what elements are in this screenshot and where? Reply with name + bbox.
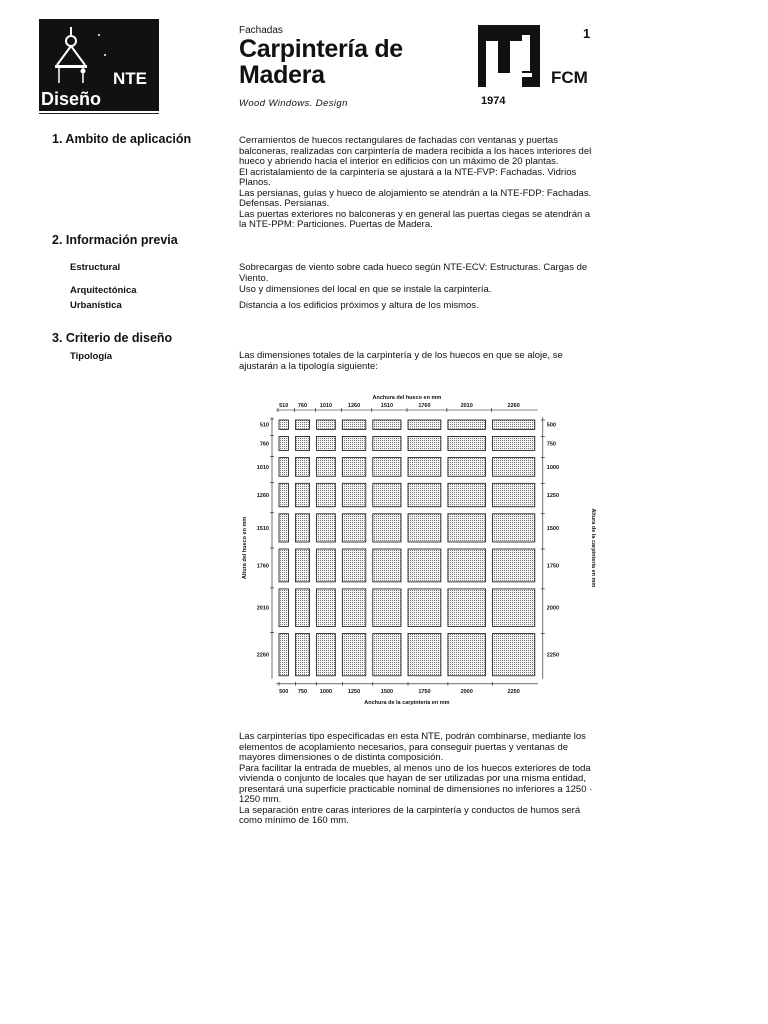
window-cell [317, 420, 336, 429]
window-cell [342, 514, 366, 542]
window-cell [373, 549, 401, 582]
top-width-label: 2260 [507, 403, 520, 409]
window-cell [317, 483, 336, 507]
text-arquitectonica: Uso y dimensiones del local en que se instale la carpintería. [239, 284, 492, 295]
window-cell [448, 549, 486, 582]
window-cell [342, 589, 366, 627]
text-tipologia: Las dimensiones totales de la carpintería y de los huecos en que se aloje, se ajustarán a la tipología siguiente: [239, 350, 563, 372]
section-heading-informacion: 2. Información previa [52, 233, 178, 247]
window-cell [493, 589, 535, 627]
window-cell [373, 436, 401, 450]
bottom-width-label: 1000 [319, 688, 333, 695]
nte-logo [39, 19, 159, 111]
logo-brand: NTE [113, 69, 147, 88]
page-number: 1 [583, 26, 591, 41]
window-cell [373, 514, 401, 542]
paragraph: La separación entre caras interiores de la carpintería y conductos de humos será como mínimo de 160 mm. [239, 804, 581, 826]
window-cell [493, 420, 535, 429]
title-line-1: Carpintería de [239, 35, 403, 63]
text-urbanistica: Distancia a los edificios próximos y altura de los mismos. [239, 300, 479, 311]
window-symbol-icon [478, 25, 544, 91]
window-cell [373, 420, 401, 429]
series-label: Fachadas [239, 25, 283, 36]
paragraph: El acristalamiento de la carpintería se ajustará a la NTE-FVP: Fachadas. Vidrios Planos. [239, 166, 577, 188]
label-urbanistica: Urbanística [70, 300, 122, 311]
window-cell [295, 458, 309, 477]
left-height-label: 2010 [256, 605, 269, 612]
label-arquitectonica: Arquitectónica [70, 285, 137, 296]
english-subtitle: Wood Windows. Design [239, 98, 348, 109]
window-cell [279, 436, 288, 450]
bottom-width-label: 1750 [418, 688, 431, 695]
window-cell [408, 436, 441, 450]
right-height-label: 1250 [546, 493, 560, 500]
document-code: FCM [551, 68, 588, 87]
top-width-label: 1760 [418, 403, 431, 409]
section-heading-criterio: 3. Criterio de diseño [52, 331, 173, 345]
top-width-label: 2010 [460, 403, 473, 409]
window-cell [279, 483, 288, 507]
window-cell [317, 514, 336, 542]
window-cell [493, 458, 535, 477]
window-cell [317, 436, 336, 450]
window-cell [317, 549, 336, 582]
right-height-label: 2000 [546, 605, 560, 612]
left-height-label: 1510 [256, 525, 269, 532]
right-height-label: 500 [546, 422, 556, 429]
left-height-label: 1760 [256, 563, 269, 570]
window-cell [295, 436, 309, 450]
window-cell [295, 514, 309, 542]
paragraph: Las puertas exteriores no balconeras y en general las puertas ciegas se atendrán a la NTE-PPM: Particiones. Puertas de Madera. [239, 208, 591, 230]
paragraph: Las persianas, guías y hueco de alojamiento se atendrán a la NTE-FDP: Fachadas. Defensas. Persianas. [239, 187, 592, 209]
right-height-label: 750 [546, 441, 556, 448]
left-height-label: 1010 [256, 464, 269, 471]
logo-category: Diseño [41, 89, 102, 109]
window-cell [408, 589, 441, 627]
left-height-label: 760 [259, 441, 269, 448]
top-width-label: 510 [279, 403, 289, 409]
window-cell [279, 589, 288, 627]
right-height-label: 1500 [546, 525, 560, 532]
label-tipologia: Tipología [70, 351, 113, 362]
page-title [239, 36, 403, 88]
crane-icon [53, 25, 113, 87]
window-cell [408, 458, 441, 477]
window-cell [342, 549, 366, 582]
window-cell [373, 634, 401, 676]
window-cell [493, 483, 535, 507]
window-cell [295, 483, 309, 507]
left-height-label: 2260 [256, 652, 269, 659]
window-cell [342, 436, 366, 450]
window-cell [295, 420, 309, 429]
window-cell [408, 483, 441, 507]
left-height-label: 510 [259, 422, 269, 429]
title-line-2: Madera [239, 61, 325, 89]
top-width-label: 1510 [380, 403, 394, 409]
window-cell [493, 436, 535, 450]
window-cell [279, 420, 288, 429]
window-cell [373, 458, 401, 477]
typology-figure [238, 390, 598, 715]
window-cell [342, 458, 366, 477]
window-cell [448, 634, 486, 676]
window-cell [493, 514, 535, 542]
top-width-label: 1260 [347, 403, 361, 409]
right-height-label: 2250 [546, 652, 560, 659]
window-cell [279, 549, 288, 582]
window-cell [373, 483, 401, 507]
window-cell [279, 458, 288, 477]
window-cell [295, 589, 309, 627]
left-height-label: 1260 [256, 493, 269, 500]
window-cell [408, 549, 441, 582]
bottom-width-label: 750 [297, 688, 308, 695]
paragraph: Cerramientos de huecos rectangulares de fachadas con ventanas y puertas balconeras, realizadas con carpintería de madera recibida a los haces interiores del hueco y abriendo hacia el interior en edificios con un máximo de 20 plantas. [239, 135, 592, 167]
right-height-label: 1000 [546, 464, 560, 471]
label-estructural: Estructural [70, 262, 121, 273]
window-cell [342, 420, 366, 429]
bottom-axis-title: Anchura de la carpintería en mm [364, 699, 450, 706]
top-axis-title: Anchura del hueco en mm [372, 395, 442, 401]
publication-year: 1974 [481, 95, 506, 107]
right-axis-title: Altura de la carpintería en mm [590, 508, 596, 588]
window-cell [448, 436, 486, 450]
top-width-label: 1010 [319, 403, 333, 409]
window-cell [448, 589, 486, 627]
window-cell [279, 634, 288, 676]
window-cell [317, 634, 336, 676]
window-cell [317, 458, 336, 477]
bottom-width-label: 500 [279, 688, 289, 695]
bottom-width-label: 1500 [380, 688, 394, 695]
section-heading-ambito: 1. Ambito de aplicación [52, 132, 192, 146]
paragraph: Las carpinterías tipo especificadas en esta NTE, podrán combinarse, mediante los elementos de acoplamiento necesarios, para conseguir puertas y ventanas de mayores dimensiones o de distinta composición. [239, 731, 586, 763]
logo-rule [39, 113, 159, 114]
window-cell [493, 634, 535, 676]
text-estructural: Sobrecargas de viento sobre cada hueco según NTE-ECV: Estructuras. Cargas de Viento. [239, 262, 588, 284]
window-cell [317, 589, 336, 627]
window-cell [448, 514, 486, 542]
window-cell [493, 549, 535, 582]
bottom-width-label: 1250 [347, 688, 361, 695]
window-cell [408, 420, 441, 429]
window-cell [408, 634, 441, 676]
window-cell [408, 514, 441, 542]
top-width-label: 760 [297, 403, 308, 409]
paragraph: Para facilitar la entrada de muebles, al menos uno de los huecos exteriores de toda vivienda o conjunto de locales que hayan de ser utilizadas por una misma entidad, presentará una superficie practicable nominal de dimensiones no inferiores a 1250 · 1250 mm. [239, 762, 593, 805]
window-cell [448, 458, 486, 477]
window-cell [373, 589, 401, 627]
bottom-width-label: 2250 [507, 688, 520, 695]
window-cell [448, 420, 486, 429]
closing-text [239, 732, 595, 827]
window-cell [295, 549, 309, 582]
section-ambito-body [239, 136, 595, 231]
left-axis-title: Altura del hueco en mm [242, 516, 248, 580]
window-cell [448, 483, 486, 507]
window-cell [279, 514, 288, 542]
window-cell [295, 634, 309, 676]
window-cell [342, 483, 366, 507]
window-cell [342, 634, 366, 676]
bottom-width-label: 2000 [460, 688, 473, 695]
right-height-label: 1750 [546, 563, 560, 570]
